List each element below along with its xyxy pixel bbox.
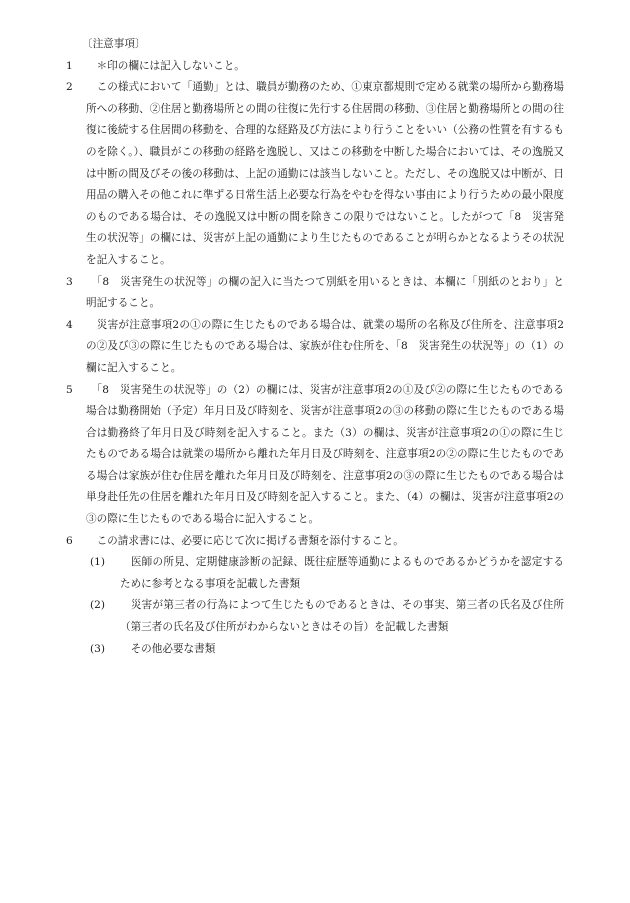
notes-document [66,34,564,660]
note-number: 4 [66,318,73,331]
note-text: 「8 災害発生の状況等」の欄の記入に当たつて別紙を用いるときは、本欄に「別紙のとおり」と明記すること。 [86,275,564,310]
note-text: ＊印の欄には記入しないこと。 [86,59,245,72]
attachment-item-2 [90,595,564,638]
note-number: 5 [66,383,73,396]
note-number: 2 [66,81,73,94]
note-item-1 [66,56,564,78]
note-text: この様式において「通勤」とは、職員が勤務のため、①東京都規則で定める就業の場所から勤務場所への移動、②住居と勤務場所との間の往復に先行する住居間の移動、③住居と勤務場所との間の往復に後続する住居間の移動を、合理的な経路及び方法により行うことをいい（公務の性質を有するものを除く。）、職員がこの移動の経路を逸脱し、又はこの移動を中断した場合においては、その逸脱又は中断の間及びその後の移動は、上記の通勤には該当しないこと。ただし、その逸脱又は中断が、日用品の購入その他これに準ずる日常生活上必要な行為をやむを得ない事由により行うための最小限度のものである場合は、その逸脱又は中断の間を除きこの限りではないこと。したがつて「8 災害発生の状況等」の欄には、災害が上記の通勤により生じたものであることが明らかとなるようその状況を記入すること。 [86,81,564,266]
note-number: 1 [66,59,73,72]
note-text: この請求書には、必要に応じて次に掲げる書類を添付すること。 [86,534,404,547]
attachment-item-3 [90,639,564,661]
note-item-2 [66,77,564,271]
attachment-text: その他必要な書類 [120,642,216,655]
note-item-5 [66,380,564,531]
attachment-text: 災害が第三者の行為によつて生じたものであるときは、その事実、第三者の氏名及び住所（第三者の氏名及び住所がわからないときはその旨）を記載した書類 [120,599,564,634]
attachment-item-1 [90,552,564,595]
note-item-3 [66,272,564,315]
note-number: 6 [66,534,73,547]
note-item-4 [66,315,564,380]
note-text: 災害が注意事項2の①の際に生じたものである場合は、就業の場所の名称及び住所を、注意事項2の②及び③の際に生じたものである場合は、家族が住む住所を、「8 災害発生の状況等」の（1）の欄に記入すること。 [86,318,564,374]
attachment-number: (1) [90,556,106,569]
note-text: 「8 災害発生の状況等」の（2）の欄には、災害が注意事項2の①及び②の際に生じたものである場合は勤務開始（予定）年月日及び時刻を、災害が注意事項2の③の移動の際に生じたものである場合は勤務終了年月日及び時刻を記入すること。また（3）の欄は、災害が注意事項2の①の際に生じたものである場合は就業の場所から離れた年月日及び時刻を、注意事項2の②の際に生じたものである場合は家族が住む住居を離れた年月日及び時刻を、注意事項2の③の際に生じたものである場合は単身赴任先の住居を離れた年月日及び時刻を記入すること。また、（4）の欄は、災害が注意事項2の③の際に生じたものである場合に記入すること。 [86,383,564,526]
note-number: 3 [66,275,73,288]
attachment-text: 医師の所見、定期健康診断の記録、既往症歴等通勤によるものであるかどうかを認定するために参考となる事項を記載した書類 [120,556,564,590]
notes-heading: 〔注意事項〕 [82,38,146,50]
attachment-number: (2) [90,599,106,612]
attachment-number: (3) [90,642,106,655]
note-item-6 [66,531,564,553]
